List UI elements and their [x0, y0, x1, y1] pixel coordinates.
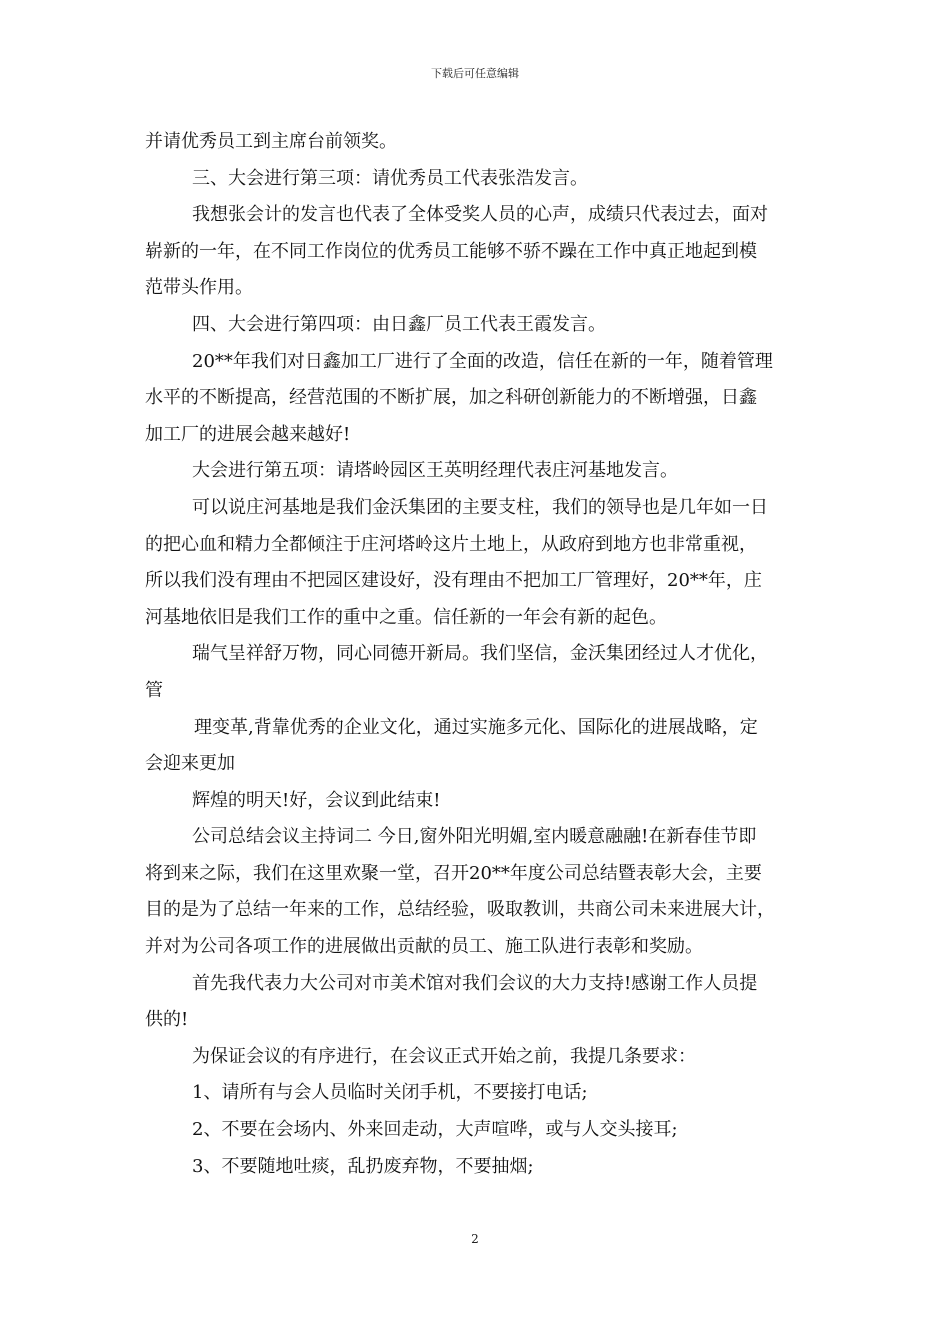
text-line: 辉煌的明天!好，会议到此结束! [192, 789, 441, 811]
list-item-requirement-2 [145, 1112, 813, 1149]
paragraph-zhuanghe-base [145, 490, 813, 636]
paragraph-agenda-item-5 [145, 453, 813, 490]
text-line: 1、请所有与会人员临时关闭手机，不要接打电话; [192, 1082, 588, 1104]
text-line: 为保证会议的有序进行，在会议正式开始之前，我提几条要求： [192, 1045, 696, 1067]
text-line: 可以说庄河基地是我们金沃集团的主要支柱，我们的领导也是几年如一日 [192, 496, 768, 518]
list-item-requirement-3 [145, 1149, 813, 1186]
page-number: 2 [471, 1232, 479, 1246]
list-item-requirement-1 [145, 1075, 813, 1112]
text-line: 公司总结会议主持词二 今日,窗外阳光明媚,室内暖意融融!在新春佳节即 [192, 826, 757, 848]
paragraph-requirements-intro [145, 1039, 813, 1076]
paragraph-agenda-item-3 [145, 161, 813, 198]
paragraph-agenda-item-4 [145, 307, 813, 344]
text-line: 目的是为了总结一年来的工作，总结经验，吸取教训，共商公司未来进展大计， [145, 899, 775, 921]
text-line: 范带头作用。 [145, 277, 253, 299]
paragraph-host-speech-2 [145, 819, 813, 965]
text-line: 将到来之际，我们在这里欢聚一堂，召开20**年度公司总结暨表彰大会，主要 [145, 862, 762, 884]
text-line: 水平的不断提高，经营范围的不断扩展，加之科研创新能力的不断增强，日鑫 [145, 387, 757, 409]
paragraph-factory-renovation [145, 344, 813, 454]
text-line: 供的! [145, 1009, 189, 1031]
text-line: 并对为公司各项工作的进展做出贡献的员工、施工队进行表彰和奖励。 [145, 936, 703, 958]
text-line: 管 [145, 679, 163, 701]
text-line: 加工厂的进展会越来越好! [145, 423, 351, 445]
text-line: 2、不要在会场内、外来回走动，大声喧哗，或与人交头接耳; [192, 1119, 678, 1141]
text-line: 所以我们没有理由不把园区建设好，没有理由不把加工厂管理好，20**年，庄 [145, 570, 762, 592]
text-line: 会迎来更加 [145, 753, 235, 775]
text-line: 崭新的一年，在不同工作岗位的优秀员工能够不骄不躁在工作中真正地起到模 [145, 240, 757, 262]
text-line: 大会进行第五项：请塔岭园区王英明经理代表庄河基地发言。 [192, 460, 678, 482]
text-line: 首先我代表力大公司对市美术馆对我们会议的大力支持!感谢工作人员提 [192, 972, 758, 994]
text-line: 3、不要随地吐痰，乱扔废弃物，不要抽烟; [192, 1155, 534, 1177]
page-header: 下载后可任意编辑 [431, 67, 519, 80]
paragraph-closing [145, 783, 813, 820]
text-line: 理变革,背靠优秀的企业文化，通过实施多元化、国际化的进展战略，定 [194, 716, 758, 738]
paragraph-award-continuation [145, 124, 813, 161]
text-line: 四、大会进行第四项：由日鑫厂员工代表王霞发言。 [192, 313, 606, 335]
paragraph-accountant-speech [145, 197, 813, 307]
text-line: 我想张会计的发言也代表了全体受奖人员的心声，成绩只代表过去，面对 [192, 204, 768, 226]
paragraph-thanks [145, 966, 813, 1039]
text-line: 三、大会进行第三项：请优秀员工代表张浩发言。 [192, 167, 588, 189]
text-line: 20**年我们对日鑫加工厂进行了全面的改造，信任在新的一年，随着管理 [192, 350, 773, 372]
text-line: 并请优秀员工到主席台前领奖。 [145, 131, 397, 152]
text-line: 瑞气呈祥舒万物，同心同德开新局。我们坚信，金沃集团经过人才优化， [192, 643, 768, 665]
paragraph-auspicious [145, 636, 813, 709]
text-line: 的把心血和精力全都倾注于庄河塔岭这片土地上，从政府到地方也非常重视， [145, 533, 757, 555]
text-line: 河基地依旧是我们工作的重中之重。信任新的一年会有新的起色。 [145, 606, 667, 628]
document-body [145, 124, 813, 1185]
paragraph-reform [145, 710, 813, 783]
